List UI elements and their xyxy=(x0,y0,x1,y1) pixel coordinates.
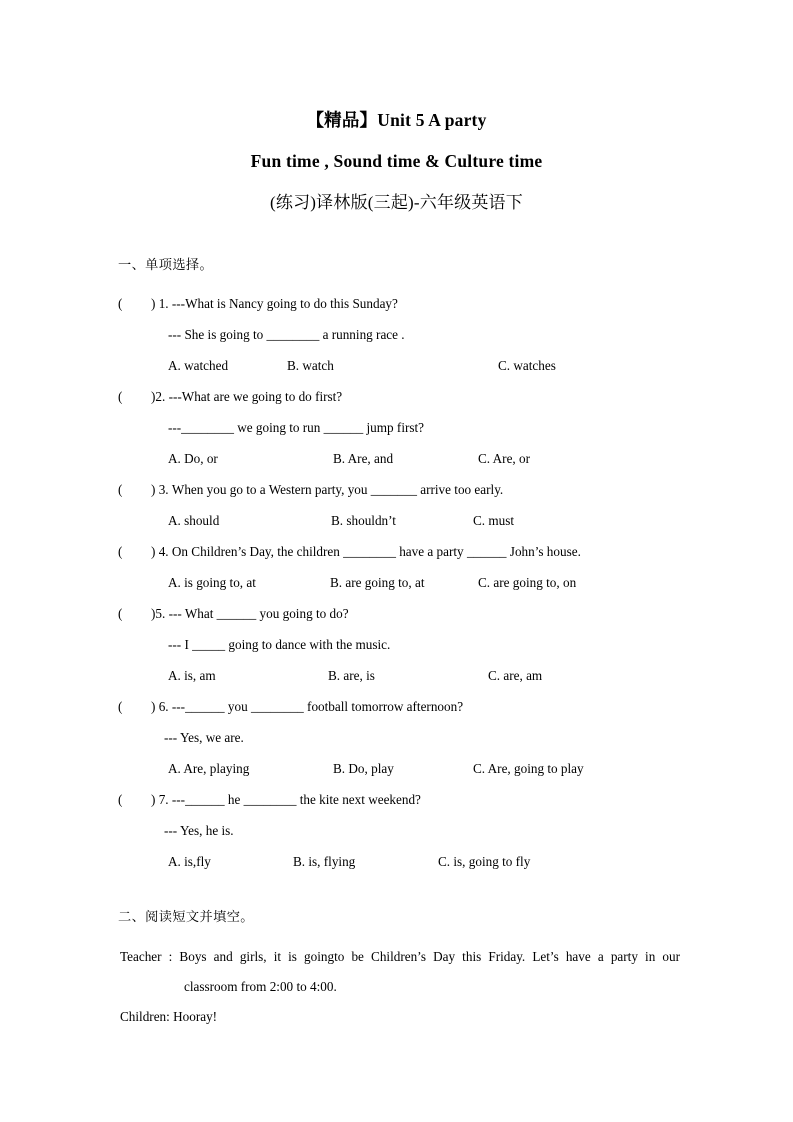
question-4-option-b[interactable]: B. are going to, at xyxy=(330,575,425,590)
question-3-text: When you go to a Western party, you _______ arrive too early. xyxy=(171,482,504,497)
question-1-number: 1. xyxy=(158,296,169,311)
question-7-sub: --- Yes, he is. xyxy=(164,823,234,838)
document-title-block xyxy=(0,100,793,223)
question-1-option-c[interactable]: C. watches xyxy=(498,358,556,373)
question-4-option-c[interactable]: C. are going to, on xyxy=(478,575,577,590)
question-5-sub: --- I _____ going to dance with the music. xyxy=(168,637,391,652)
question-6-option-a[interactable]: A. Are, playing xyxy=(168,761,250,776)
question-6-stem: ( ) 6. ---______ you ________ football tomorrow afternoon? xyxy=(118,691,678,722)
question-1 xyxy=(118,288,678,381)
section-one-heading: 一、单项选择。 xyxy=(118,257,214,272)
question-7-text: ---______ he ________ the kite next weekend? xyxy=(171,792,421,807)
question-3-option-a[interactable]: A. should xyxy=(168,513,220,528)
title-line-3: (练习)译林版(三起)-六年级英语下 xyxy=(270,193,523,212)
question-2-option-b[interactable]: B. Are, and xyxy=(333,451,394,466)
question-4-number: 4. xyxy=(158,544,169,559)
question-3-stem: ( ) 3. When you go to a Western party, you _______ arrive too early. xyxy=(118,474,678,505)
question-5-option-c[interactable]: C. are, am xyxy=(488,668,543,683)
question-7-option-b[interactable]: B. is, flying xyxy=(293,854,356,869)
answer-paren-5[interactable]: ( xyxy=(118,606,123,621)
reading-line-teacher-cont: classroom from 2:00 to 4:00. xyxy=(184,979,337,994)
question-7-options xyxy=(118,846,678,877)
question-2-option-c[interactable]: C. Are, or xyxy=(478,451,531,466)
answer-paren-6[interactable]: ( xyxy=(118,699,123,714)
question-2-text: ---What are we going to do first? xyxy=(168,389,343,404)
question-4-text: On Children’s Day, the children ________ have a party ______ John’s house. xyxy=(171,544,581,559)
question-3-options xyxy=(118,505,678,536)
question-3-option-b[interactable]: B. shouldn’t xyxy=(331,513,396,528)
question-6-sub: --- Yes, we are. xyxy=(164,730,244,745)
answer-paren-4[interactable]: ( xyxy=(118,544,123,559)
question-4 xyxy=(118,536,678,598)
question-7-option-c[interactable]: C. is, going to fly xyxy=(438,854,531,869)
question-3-option-c[interactable]: C. must xyxy=(473,513,515,528)
answer-paren-1[interactable]: ( xyxy=(118,296,123,311)
question-6 xyxy=(118,691,678,784)
question-1-sub: --- She is going to ________ a running race . xyxy=(168,327,405,342)
title-line-1: 【精品】Unit 5 A party xyxy=(306,110,487,130)
question-2-sub: ---________ we going to run ______ jump first? xyxy=(168,420,425,435)
question-6-text: ---______ you ________ football tomorrow afternoon? xyxy=(171,699,464,714)
question-5-option-a[interactable]: A. is, am xyxy=(168,668,216,683)
question-2-number: 2. xyxy=(155,389,166,404)
question-5-option-b[interactable]: B. are, is xyxy=(328,668,375,683)
question-6-option-b[interactable]: B. Do, play xyxy=(333,761,394,776)
question-3-number: 3. xyxy=(158,482,169,497)
question-7-stem: ( ) 7. ---______ he ________ the kite next weekend? xyxy=(118,784,678,815)
question-1-option-a[interactable]: A. watched xyxy=(168,358,229,373)
question-2-option-a[interactable]: A. Do, or xyxy=(168,451,218,466)
answer-paren-2[interactable]: ( xyxy=(118,389,123,404)
question-5-text: --- What ______ you going to do? xyxy=(168,606,349,621)
question-6-number: 6. xyxy=(158,699,169,714)
reading-line-children: Children: Hooray! xyxy=(120,1009,218,1024)
question-4-option-a[interactable]: A. is going to, at xyxy=(168,575,256,590)
question-2-stem: ( )2. ---What are we going to do first? xyxy=(118,381,678,412)
answer-paren-3[interactable]: ( xyxy=(118,482,123,497)
question-4-stem: ( ) 4. On Children’s Day, the children ________ have a party ______ John’s house. xyxy=(118,536,678,567)
question-1-option-b[interactable]: B. watch xyxy=(287,358,334,373)
question-2 xyxy=(118,381,678,474)
answer-paren-7[interactable]: ( xyxy=(118,792,123,807)
question-1-text: ---What is Nancy going to do this Sunday? xyxy=(171,296,398,311)
question-1-options xyxy=(118,350,678,381)
question-1-stem: ( ) 1. ---What is Nancy going to do this Sunday? xyxy=(118,288,678,319)
question-4-options xyxy=(118,567,678,598)
section-two-heading: 二、阅读短文并填空。 xyxy=(118,909,254,924)
question-3 xyxy=(118,474,678,536)
question-7 xyxy=(118,784,678,877)
question-7-option-a[interactable]: A. is,fly xyxy=(168,854,211,869)
question-5-number: 5. xyxy=(155,606,166,621)
question-2-options xyxy=(118,443,678,474)
question-6-options xyxy=(118,753,678,784)
question-7-number: 7. xyxy=(158,792,169,807)
section-two xyxy=(118,908,680,1032)
reading-line-teacher: Teacher : Boys and girls, it is goingto be Children’s Day this Friday. Let’s have a party in our xyxy=(120,949,680,964)
section-one xyxy=(118,256,678,877)
question-5-options xyxy=(118,660,678,691)
question-6-option-c[interactable]: C. Are, going to play xyxy=(473,761,584,776)
question-5-stem: ( )5. --- What ______ you going to do? xyxy=(118,598,678,629)
title-line-2: Fun time , Sound time & Culture time xyxy=(250,151,543,171)
question-5 xyxy=(118,598,678,691)
